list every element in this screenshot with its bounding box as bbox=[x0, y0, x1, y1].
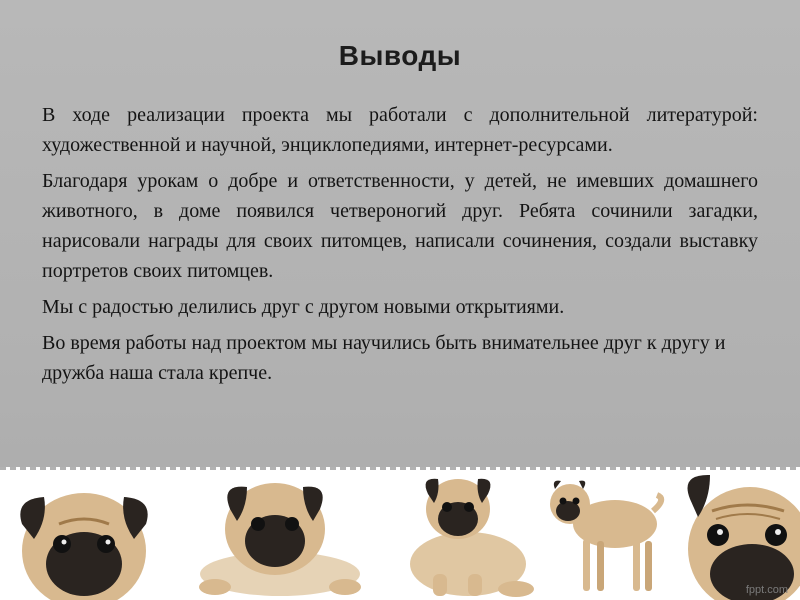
pug-photo-strip bbox=[0, 467, 800, 600]
paragraph-discoveries: Мы с радостью делились друг с другом новыми открытиями. bbox=[42, 296, 565, 318]
pug-photo bbox=[388, 469, 538, 600]
paragraph-friendship: Во время работы над проектом мы научились быть внимательнее друг к другу и дружба наша стала крепче. bbox=[42, 332, 726, 384]
pug-photo bbox=[545, 469, 665, 600]
pug-photo bbox=[185, 469, 365, 600]
paragraph-lessons: Благодаря урокам о добре и ответственности, у детей, не имевших домашнего животного, в доме появился четвероногий друг. Ребята сочинили загадки, нарисовали награды для своих питомцев, написали сочинения, создали выставку портретов своих питомцев. bbox=[42, 170, 758, 282]
pug-photo bbox=[672, 469, 800, 600]
pug-photo bbox=[4, 469, 164, 600]
slide-title: Выводы bbox=[338, 40, 462, 71]
paragraph-literature: В ходе реализации проекта мы работали с дополнительной литературой: художественной и научной, энциклопедиями, интернет-ресурсами. bbox=[42, 104, 758, 156]
watermark: fppt.com bbox=[745, 584, 788, 596]
slide-body bbox=[42, 100, 758, 394]
